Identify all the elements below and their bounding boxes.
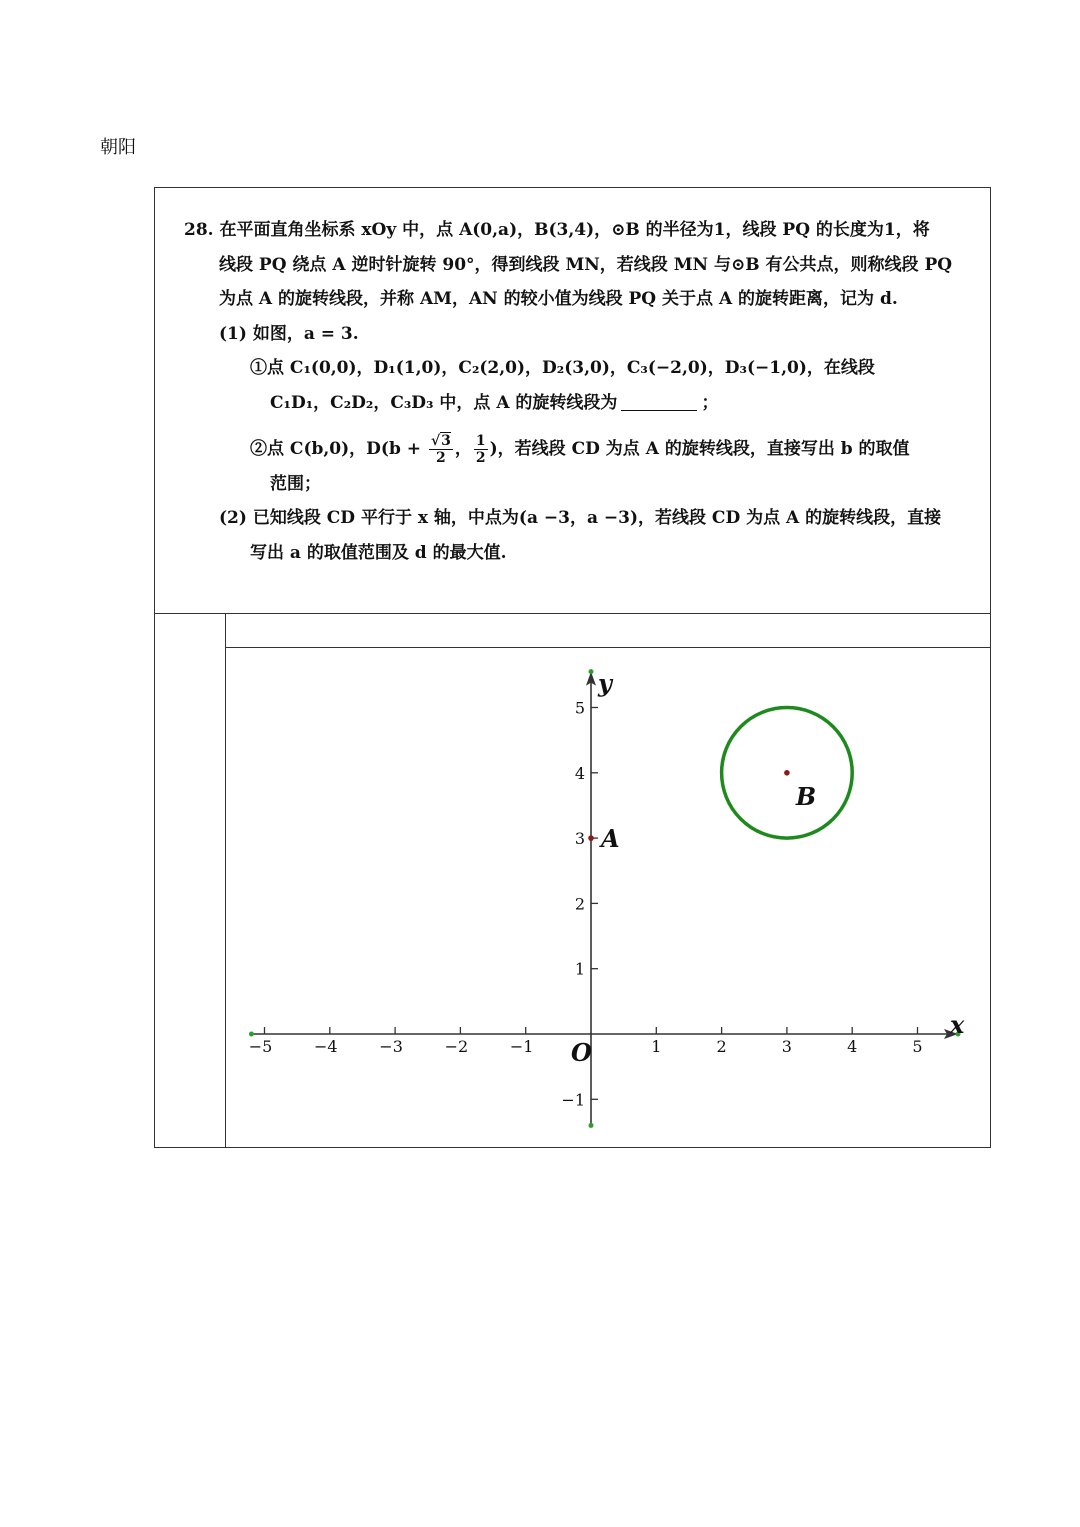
y-tick-label: 3 [574,829,585,849]
table-divider [225,647,991,648]
y-tick-label: −1 [561,1090,585,1110]
part1-intro: (1) 如图，a = 3. [219,323,359,344]
question2-line [184,432,944,467]
x-tick-label: −2 [444,1037,469,1056]
question1-text: C₁D₁，C₂D₂，C₃D₃ 中，点 A 的旋转线段为 [270,392,618,413]
fraction-1-over-2 [474,433,488,466]
x-tick-label: 5 [912,1037,923,1056]
point-b-label: B [795,781,817,811]
x-tick-label: −5 [248,1037,273,1056]
y-tick-label: 4 [574,763,585,783]
comma: ， [454,439,472,459]
problem-line: 28. 在平面直角坐标系 xOy 中，点 A(0,a)，B(3,4)，⊙B 的半径为1，线段 PQ 的长度为1，将 [184,220,930,240]
x-tick-label: 4 [847,1037,858,1056]
marks [588,708,852,841]
x-tick-label: 1 [651,1037,662,1056]
point-a-label: A [601,824,620,854]
y-tick-label: 1 [574,959,585,979]
x-axis-label: x [949,1010,965,1039]
region-label: 朝阳 [100,137,136,158]
question1-line [184,386,944,421]
x-tick-label: −1 [509,1037,534,1056]
question1-line: ①点 C₁(0,0)，D₁(1,0)，C₂(2,0)，D₂(3,0)，C₃(−2,0)，D₃(−1,0)，在线段 [250,358,875,378]
answer-blank[interactable] [621,393,697,411]
axis-endpoint [589,1123,594,1128]
axes [249,669,961,1128]
problem-line: 线段 PQ 绕点 A 逆时针旋转 90°，得到线段 MN，若线段 MN 与⊙B 有公共点，则称线段 PQ [219,254,953,275]
y-tick-label: 2 [574,894,585,914]
x-tick-label: 2 [716,1037,727,1056]
question2-suffix: )，若线段 CD 为点 A 的旋转线段，直接写出 b 的取值 [489,439,910,459]
part2-line: 写出 a 的取值范围及 d 的最大值. [250,542,507,563]
y-axis-label: y [598,668,612,698]
problem-line: 为点 A 的旋转线段，并称 AM，AN 的较小值为线段 PQ 关于点 A 的旋转距离，记为 d. [219,289,898,309]
origin-label: O [571,1038,592,1067]
fraction-denominator: 2 [475,450,486,466]
fraction-denominator: 2 [436,450,446,466]
point-a [588,835,594,841]
x-tick-label: 3 [781,1037,792,1056]
table-divider [154,613,991,614]
point-b [784,770,790,776]
fraction-sqrt3-over-2: $\frac{√3}{2}$ [430,433,451,466]
x-tick-label: −4 [314,1037,338,1056]
question1-suffix: ； [701,392,719,413]
question2-prefix: ②点 C(b,0)，D(b + [250,439,422,459]
question2-line: 范围； [270,473,321,494]
axis-endpoint [589,669,594,674]
x-tick-label: −3 [379,1037,403,1056]
axis-endpoint [249,1032,254,1037]
problem-text [184,213,953,570]
fraction-numerator: 1 [475,433,486,449]
part2-line: (2) 已知线段 CD 平行于 x 轴，中点为(a −3，a −3)，若线段 CD 为点 A 的旋转线段，直接 [219,508,942,528]
fraction-numerator: 3 [441,433,451,449]
labels [249,669,965,1110]
y-tick-label: 5 [574,698,585,718]
coordinate-graph [226,649,990,1146]
